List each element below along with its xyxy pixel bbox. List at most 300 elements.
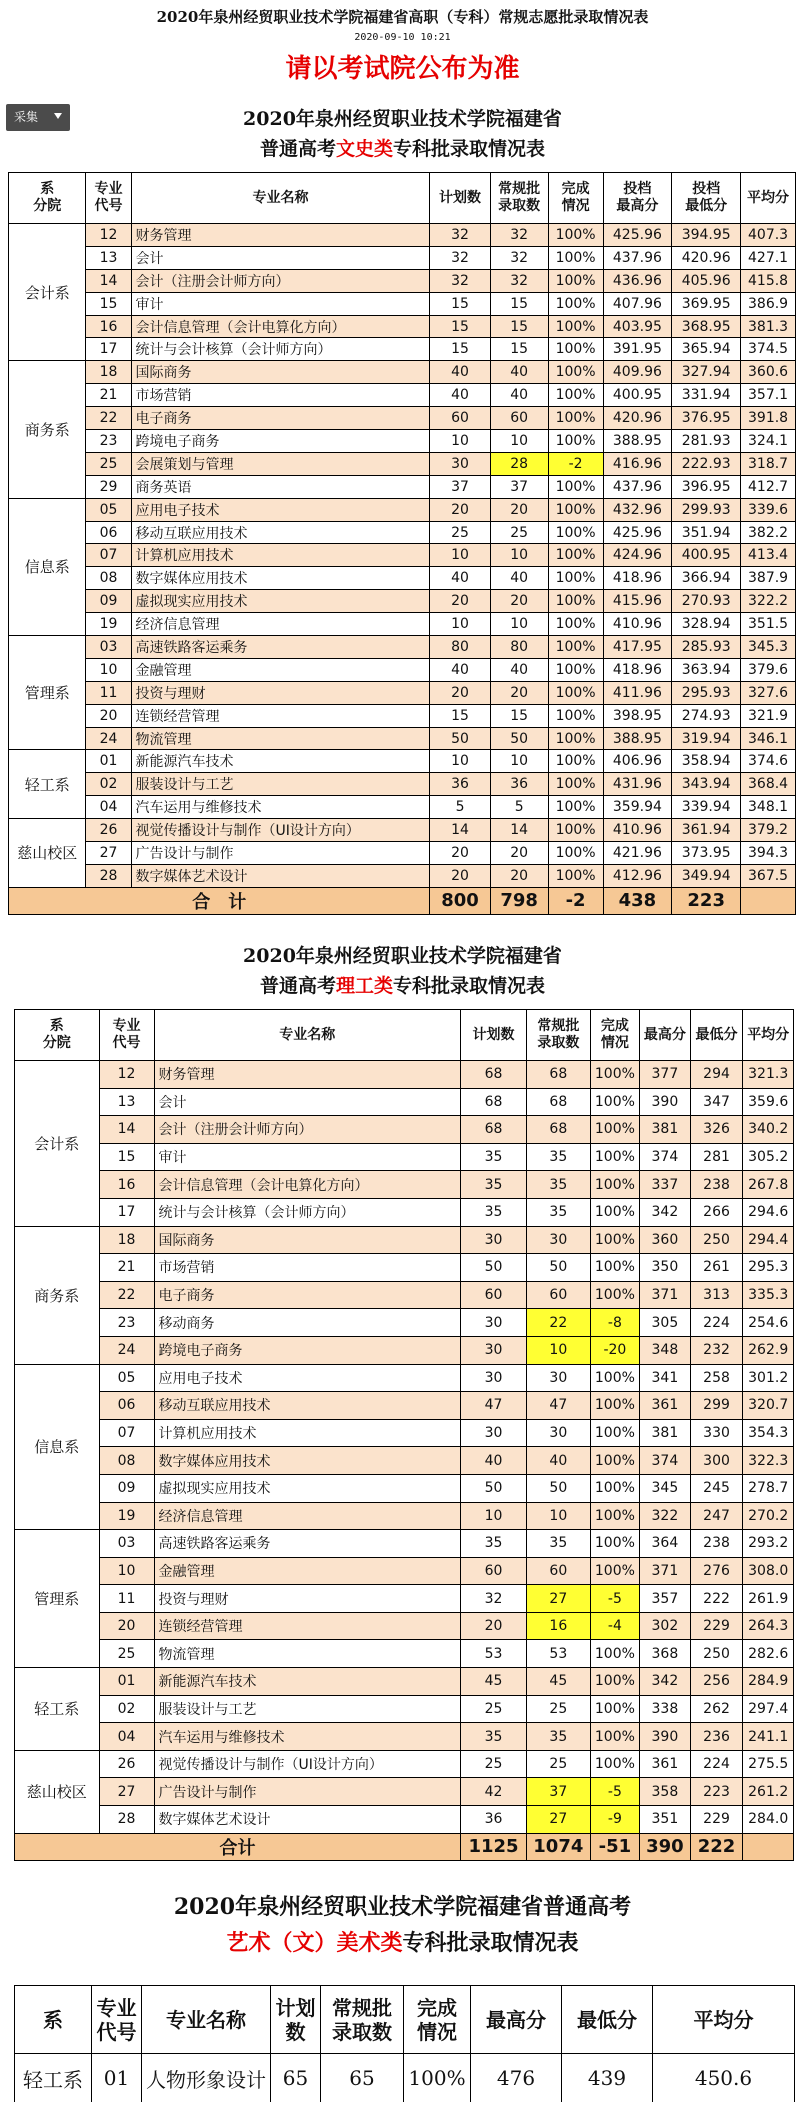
table-row (9, 796, 796, 819)
table-row (15, 1668, 794, 1696)
cell-plan: 50 (461, 1254, 527, 1282)
cell-max: 390 (640, 1088, 691, 1116)
cell-admitted: 16 (526, 1612, 590, 1640)
cell-code: 06 (86, 521, 131, 544)
cell-max: 390 (640, 1723, 691, 1751)
col-header-avg: 平均分 (741, 173, 796, 224)
cell-code: 20 (99, 1612, 154, 1640)
cell-status: 100% (590, 1419, 639, 1447)
cell-code: 03 (86, 636, 131, 659)
cell-name: 经济信息管理 (154, 1502, 461, 1530)
cell-name: 计算机应用技术 (154, 1419, 461, 1447)
cell-name: 经济信息管理 (131, 613, 430, 636)
cell-avg: 379.2 (741, 819, 796, 842)
cell-min: 238 (690, 1171, 743, 1199)
cell-avg: 284.9 (743, 1668, 794, 1696)
cell-avg: 322.3 (743, 1447, 794, 1475)
cell-avg: 254.6 (743, 1309, 794, 1337)
cell-code: 15 (86, 292, 131, 315)
total-label: 合 计 (9, 887, 430, 914)
cell-code: 16 (86, 315, 131, 338)
cell-max: 431.96 (603, 773, 672, 796)
cell-min: 236 (690, 1723, 743, 1751)
cell-max: 424.96 (603, 544, 672, 567)
cell-min: 368.95 (672, 315, 741, 338)
cell-admitted: 32 (490, 269, 548, 292)
table3-title (0, 1889, 805, 1961)
cell-code: 02 (86, 773, 131, 796)
cell-code: 18 (86, 361, 131, 384)
table-row (15, 1695, 794, 1723)
cell-plan: 30 (430, 452, 490, 475)
cell-admitted: 27 (526, 1806, 590, 1834)
cell-admitted: 14 (490, 819, 548, 842)
cell-name: 财务管理 (131, 224, 430, 247)
cell-avg: 415.8 (741, 269, 796, 292)
table-row (15, 2054, 795, 2102)
col-header-plan: 计划数 (461, 1010, 527, 1061)
cell-min: 365.94 (672, 338, 741, 361)
cell-name: 市场营销 (131, 384, 430, 407)
cell-name: 视觉传播设计与制作（UI设计方向） (131, 819, 430, 842)
cell-status: 100% (590, 1474, 639, 1502)
cell-name: 财务管理 (154, 1061, 461, 1089)
cell-status: 100% (548, 521, 603, 544)
cell-plan: 37 (430, 475, 490, 498)
cell-max: 348 (640, 1336, 691, 1364)
cell-min: 349.94 (672, 864, 741, 887)
cell-max: 425.96 (603, 224, 672, 247)
cell-name: 物流管理 (154, 1640, 461, 1668)
cell-plan: 53 (461, 1640, 527, 1668)
cell-max: 412.96 (603, 864, 672, 887)
cell-max: 342 (640, 1198, 691, 1226)
table-row (9, 819, 796, 842)
cell-plan: 35 (461, 1171, 527, 1199)
cell-min: 330 (690, 1419, 743, 1447)
cell-admitted: 36 (490, 773, 548, 796)
cell-max: 381 (640, 1419, 691, 1447)
cell-avg: 351.5 (741, 613, 796, 636)
cell-admitted: 22 (526, 1309, 590, 1337)
cell-status: 100% (548, 590, 603, 613)
cell-avg: 284.0 (743, 1806, 794, 1834)
cell-admitted: 15 (490, 338, 548, 361)
cell-code: 23 (99, 1309, 154, 1337)
cell-max: 361 (640, 1750, 691, 1778)
cell-max: 415.96 (603, 590, 672, 613)
cell-min: 281 (690, 1143, 743, 1171)
cell-admitted: 47 (526, 1392, 590, 1420)
cell-max: 357 (640, 1585, 691, 1613)
cell-code: 05 (86, 498, 131, 521)
cell-avg: 360.6 (741, 361, 796, 384)
cell-code: 04 (99, 1723, 154, 1751)
cell-admitted: 35 (526, 1723, 590, 1751)
cell-status: 100% (548, 750, 603, 773)
table3-title-line2 (0, 1925, 805, 1961)
cell-dept: 轻工系 (15, 2054, 92, 2102)
cell-code: 24 (86, 727, 131, 750)
cell-max: 400.95 (603, 384, 672, 407)
cell-plan: 40 (430, 361, 490, 384)
cell-min: 358.94 (672, 750, 741, 773)
cell-admitted: 20 (490, 498, 548, 521)
cell-plan: 25 (430, 521, 490, 544)
cell-max: 374 (640, 1447, 691, 1475)
cell-name: 物流管理 (131, 727, 430, 750)
cell-avg: 262.9 (743, 1336, 794, 1364)
cell-admitted: 40 (490, 567, 548, 590)
cell-plan: 47 (461, 1392, 527, 1420)
cell-name: 国际商务 (131, 361, 430, 384)
cell-plan: 25 (461, 1695, 527, 1723)
cell-admitted: 40 (490, 384, 548, 407)
cell-code: 07 (86, 544, 131, 567)
col-header-dept: 系 (15, 1986, 92, 2054)
cell-admitted: 20 (490, 590, 548, 613)
cell-avg: 394.3 (741, 842, 796, 865)
cell-dept: 管理系 (9, 636, 86, 750)
cell-max: 410.96 (603, 819, 672, 842)
cell-code: 01 (86, 750, 131, 773)
cell-admitted: 15 (490, 292, 548, 315)
col-header-min: 最低分 (690, 1010, 743, 1061)
cell-avg: 261.9 (743, 1585, 794, 1613)
cell-admitted: 68 (526, 1088, 590, 1116)
table-row (9, 292, 796, 315)
publish-time: 2020-09-10 10:21 (354, 32, 451, 43)
cell-avg: 324.1 (741, 430, 796, 453)
cell-avg: 321.9 (741, 704, 796, 727)
cell-plan: 20 (430, 842, 490, 865)
cell-code: 25 (99, 1640, 154, 1668)
cell-status: 100% (590, 1171, 639, 1199)
col-header-min: 投档 最低分 (672, 173, 741, 224)
table1-header-row (9, 173, 796, 224)
cell-admitted: 15 (490, 704, 548, 727)
col-header-admitted: 常规批 录取数 (490, 173, 548, 224)
cell-max: 364 (640, 1530, 691, 1558)
table-row (9, 338, 796, 361)
cell-max: 351 (640, 1806, 691, 1834)
total-cell: 798 (490, 887, 548, 914)
cell-admitted: 10 (490, 544, 548, 567)
cell-code: 13 (86, 246, 131, 269)
cell-avg: 450.6 (653, 2054, 795, 2102)
cell-avg: 348.1 (741, 796, 796, 819)
cell-name: 移动互联应用技术 (154, 1392, 461, 1420)
cell-avg: 318.7 (741, 452, 796, 475)
cell-status: 100% (590, 1557, 639, 1585)
table1-title (0, 104, 805, 164)
cell-max: 418.96 (603, 567, 672, 590)
cell-name: 汽车运用与维修技术 (131, 796, 430, 819)
cell-min: 299.93 (672, 498, 741, 521)
cell-name: 会计信息管理（会计电算化方向） (131, 315, 430, 338)
cell-name: 会展策划与管理 (131, 452, 430, 475)
cell-code: 03 (99, 1530, 154, 1558)
table-row (9, 567, 796, 590)
cell-max: 371 (640, 1557, 691, 1585)
cell-avg: 264.3 (743, 1612, 794, 1640)
col-header-avg: 平均分 (653, 1986, 795, 2054)
cell-avg: 367.5 (741, 864, 796, 887)
cell-name: 服装设计与工艺 (131, 773, 430, 796)
cell-avg: 345.3 (741, 636, 796, 659)
cell-min: 285.93 (672, 636, 741, 659)
cell-plan: 30 (461, 1226, 527, 1254)
cell-min: 274.93 (672, 704, 741, 727)
table2-title-line2 (0, 971, 805, 1001)
cell-code: 07 (99, 1419, 154, 1447)
cell-min: 400.95 (672, 544, 741, 567)
cell-min: 229 (690, 1806, 743, 1834)
table-row (9, 521, 796, 544)
cell-code: 21 (99, 1254, 154, 1282)
cell-plan: 50 (430, 727, 490, 750)
cell-status: 100% (548, 819, 603, 842)
cell-admitted: 10 (526, 1502, 590, 1530)
cell-avg: 379.6 (741, 658, 796, 681)
cell-plan: 20 (430, 681, 490, 704)
table-row (9, 704, 796, 727)
table-row (15, 1557, 794, 1585)
cell-code: 05 (99, 1364, 154, 1392)
table-row (15, 1447, 794, 1475)
cell-min: 250 (690, 1226, 743, 1254)
cell-status: 100% (590, 1695, 639, 1723)
cell-name: 连锁经营管理 (131, 704, 430, 727)
cell-avg: 241.1 (743, 1723, 794, 1751)
table-row (9, 773, 796, 796)
cell-code: 21 (86, 384, 131, 407)
cell-min: 266 (690, 1198, 743, 1226)
cell-admitted: 50 (526, 1254, 590, 1282)
table1-title-line1: 2020年泉州经贸职业技术学院福建省 (243, 108, 562, 130)
cell-min: 276 (690, 1557, 743, 1585)
cell-avg: 359.6 (743, 1088, 794, 1116)
collect-button-label: 采集 (14, 110, 39, 124)
table2-title-post: 专科批录取情况表 (393, 975, 546, 997)
cell-plan: 35 (461, 1198, 527, 1226)
cell-name: 会计 (154, 1088, 461, 1116)
cell-name: 新能源汽车技术 (154, 1668, 461, 1696)
cell-name: 计算机应用技术 (131, 544, 430, 567)
cell-max: 476 (471, 2054, 562, 2102)
cell-min: 294 (690, 1061, 743, 1089)
cell-admitted: 10 (490, 750, 548, 773)
cell-name: 高速铁路客运乘务 (154, 1530, 461, 1558)
cell-admitted: 80 (490, 636, 548, 659)
table2-header-row (15, 1010, 794, 1061)
col-header-plan: 计划数 (430, 173, 490, 224)
cell-min: 326 (690, 1116, 743, 1144)
table-row (9, 224, 796, 247)
cell-min: 394.95 (672, 224, 741, 247)
cell-plan: 5 (430, 796, 490, 819)
cell-code: 26 (99, 1750, 154, 1778)
cell-status: 100% (590, 1116, 639, 1144)
total-cell: 1074 (526, 1833, 590, 1861)
cell-status: 100% (548, 361, 603, 384)
cell-name: 金融管理 (154, 1557, 461, 1585)
cell-plan: 35 (461, 1530, 527, 1558)
cell-code: 23 (86, 430, 131, 453)
col-header-code: 专业 代号 (99, 1010, 154, 1061)
table1-title-category: 文史类 (335, 138, 393, 160)
cell-min: 313 (690, 1281, 743, 1309)
cell-max: 403.95 (603, 315, 672, 338)
cell-max: 425.96 (603, 521, 672, 544)
cell-min: 238 (690, 1530, 743, 1558)
cell-admitted: 40 (490, 658, 548, 681)
cell-min: 258 (690, 1364, 743, 1392)
cell-min: 256 (690, 1668, 743, 1696)
cell-plan: 15 (430, 292, 490, 315)
cell-admitted: 10 (490, 430, 548, 453)
cell-status: 100% (548, 727, 603, 750)
cell-max: 374 (640, 1143, 691, 1171)
cell-name: 国际商务 (154, 1226, 461, 1254)
cell-min: 281.93 (672, 430, 741, 453)
table-row (9, 407, 796, 430)
cell-status: 100% (548, 224, 603, 247)
cell-avg: 412.7 (741, 475, 796, 498)
cell-plan: 42 (461, 1778, 527, 1806)
cell-avg: 270.2 (743, 1502, 794, 1530)
cell-code: 11 (99, 1585, 154, 1613)
table-row (15, 1116, 794, 1144)
cell-min: 420.96 (672, 246, 741, 269)
table3-header-row (15, 1986, 795, 2054)
cell-name: 会计（注册会计师方向） (131, 269, 430, 292)
table-row (15, 1364, 794, 1392)
cell-plan: 32 (430, 246, 490, 269)
cell-name: 数字媒体艺术设计 (154, 1806, 461, 1834)
cell-code: 01 (99, 1668, 154, 1696)
table-row (15, 1723, 794, 1751)
cell-avg: 374.6 (741, 750, 796, 773)
cell-code: 17 (86, 338, 131, 361)
table-row (15, 1502, 794, 1530)
cell-plan: 20 (430, 590, 490, 613)
cell-max: 411.96 (603, 681, 672, 704)
cell-status: 100% (590, 1364, 639, 1392)
cell-code: 01 (92, 2054, 142, 2102)
cell-code: 17 (99, 1198, 154, 1226)
table-row (15, 1171, 794, 1199)
cell-admitted: 37 (490, 475, 548, 498)
cell-max: 416.96 (603, 452, 672, 475)
cell-code: 24 (99, 1336, 154, 1364)
cell-name: 电子商务 (154, 1281, 461, 1309)
cell-avg: 354.3 (743, 1419, 794, 1447)
cell-status: -4 (590, 1612, 639, 1640)
cell-name: 虚拟现实应用技术 (154, 1474, 461, 1502)
cell-code: 10 (99, 1557, 154, 1585)
table-row (15, 1530, 794, 1558)
total-row (9, 887, 796, 914)
cell-code: 08 (99, 1447, 154, 1475)
cell-admitted: 37 (526, 1778, 590, 1806)
cell-admitted: 30 (526, 1364, 590, 1392)
cell-min: 245 (690, 1474, 743, 1502)
cell-admitted: 40 (526, 1447, 590, 1475)
cell-plan: 15 (430, 338, 490, 361)
cell-min: 376.95 (672, 407, 741, 430)
col-header-max: 最高分 (640, 1010, 691, 1061)
cell-code: 29 (86, 475, 131, 498)
cell-status: 100% (590, 1392, 639, 1420)
cell-status: 100% (548, 704, 603, 727)
cell-plan: 40 (430, 567, 490, 590)
cell-name: 数字媒体应用技术 (154, 1447, 461, 1475)
col-header-plan: 计划 数 (271, 1986, 321, 2054)
cell-status: -20 (590, 1336, 639, 1364)
col-header-status: 完成 情况 (404, 1986, 471, 2054)
cell-status: -9 (590, 1806, 639, 1834)
table-row (15, 1198, 794, 1226)
cell-plan: 68 (461, 1088, 527, 1116)
cell-avg: 308.0 (743, 1557, 794, 1585)
cell-status: 100% (548, 636, 603, 659)
cell-status: 100% (548, 475, 603, 498)
cell-dept: 信息系 (15, 1364, 100, 1530)
cell-avg: 294.4 (743, 1226, 794, 1254)
cell-max: 437.96 (603, 246, 672, 269)
cell-avg: 301.2 (743, 1364, 794, 1392)
cell-min: 331.94 (672, 384, 741, 407)
cell-min: 229 (690, 1612, 743, 1640)
cell-min: 361.94 (672, 819, 741, 842)
table-row (9, 498, 796, 521)
cell-min: 369.95 (672, 292, 741, 315)
col-header-dept: 系 分院 (15, 1010, 100, 1061)
table-row (15, 1336, 794, 1364)
table-row (9, 590, 796, 613)
cell-max: 436.96 (603, 269, 672, 292)
cell-plan: 68 (461, 1116, 527, 1144)
cell-avg: 293.2 (743, 1530, 794, 1558)
total-cell: 800 (430, 887, 490, 914)
table-row (9, 613, 796, 636)
cell-code: 13 (99, 1088, 154, 1116)
cell-status: 100% (404, 2054, 471, 2102)
cell-admitted: 20 (490, 842, 548, 865)
cell-status: 100% (590, 1502, 639, 1530)
cell-admitted: 25 (526, 1695, 590, 1723)
col-header-code: 专业 代号 (86, 173, 131, 224)
cell-status: 100% (548, 773, 603, 796)
cell-code: 26 (86, 819, 131, 842)
cell-code: 19 (99, 1502, 154, 1530)
notice-text: 请以考试院公布为准 (285, 54, 520, 84)
cell-admitted: 50 (490, 727, 548, 750)
cell-status: 100% (548, 338, 603, 361)
cell-code: 08 (86, 567, 131, 590)
cell-admitted: 53 (526, 1640, 590, 1668)
cell-max: 337 (640, 1171, 691, 1199)
cell-min: 222 (690, 1585, 743, 1613)
cell-name: 应用电子技术 (154, 1364, 461, 1392)
table-row (15, 1474, 794, 1502)
cell-min: 347 (690, 1088, 743, 1116)
cell-admitted: 15 (490, 315, 548, 338)
cell-dept: 会计系 (15, 1061, 100, 1227)
cell-plan: 15 (430, 704, 490, 727)
col-header-name: 专业名称 (142, 1986, 271, 2054)
